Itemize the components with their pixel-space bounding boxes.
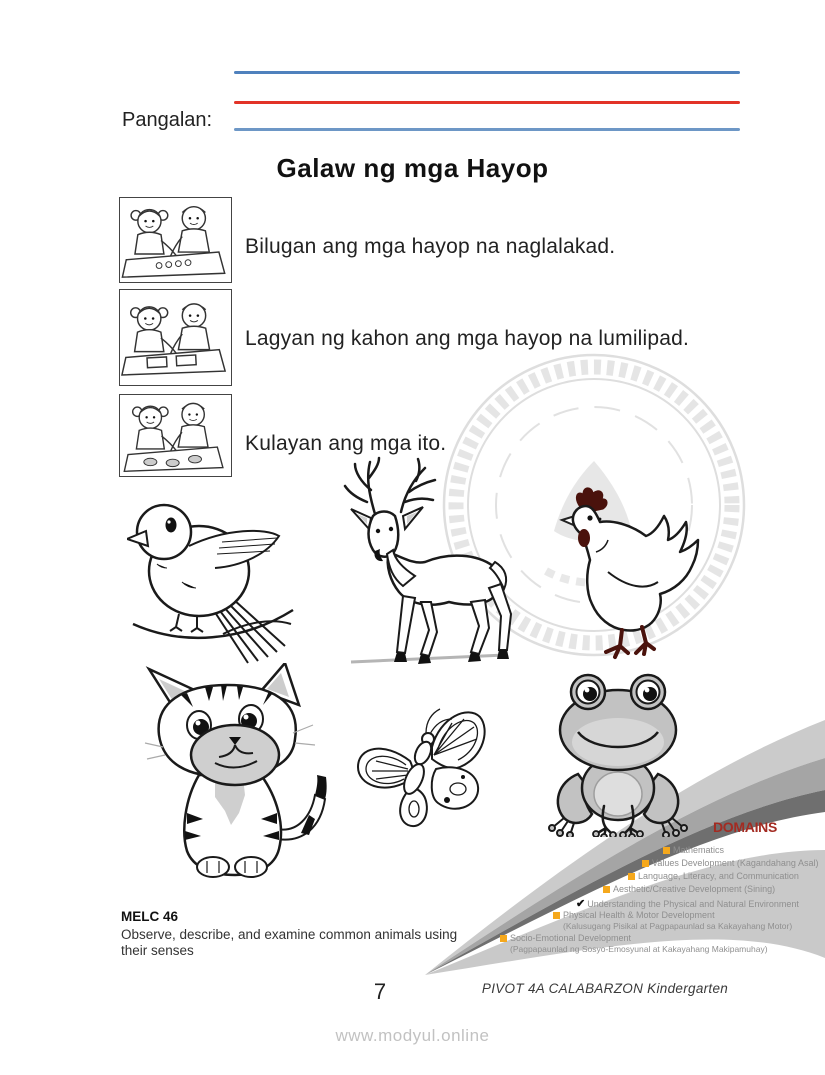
- domain-square-icon: [500, 935, 507, 942]
- chicken-image[interactable]: [552, 486, 704, 664]
- check-icon: ✔: [576, 898, 586, 910]
- site-url: www.modyul.online: [335, 1026, 490, 1045]
- instruction-text: Bilugan ang mga hayop na naglalakad.: [245, 235, 616, 258]
- name-underline[interactable]: [234, 128, 740, 131]
- page-title: Galaw ng mga Hayop: [276, 153, 549, 183]
- instruction-text: Lagyan ng kahon ang mga hayop na lumilipad.: [245, 327, 690, 350]
- header-line-blue-top: [234, 71, 740, 74]
- domain-square-icon: [642, 860, 649, 867]
- domain-item: Language, Literacy, and Communication: [628, 871, 799, 881]
- domain-item: Socio-Emotional Development (Pagpapaunlad ng Sosyo-Emosyunal at Kakayahang Makipamuhay): [500, 933, 768, 954]
- domain-square-icon: [628, 873, 635, 880]
- domain-square-icon: [603, 886, 610, 893]
- domain-item: Values Development (Kagandahang Asal): [642, 858, 818, 868]
- instruction-text: Kulayan ang mga ito.: [245, 432, 447, 455]
- children-activity-image: [119, 197, 232, 283]
- domain-item-sublabel: (Kalusugang Pisikal at Pagpapaunlad sa Kakayahang Motor): [563, 921, 793, 931]
- page-number: 7: [373, 979, 387, 1004]
- domain-item: Mathematics: [663, 845, 724, 855]
- domain-item-sublabel: (Pagpapaunlad ng Sosyo-Emosyunal at Kakayahang Makipamuhay): [510, 944, 768, 954]
- domain-item: Physical Health & Motor Development (Kalusugang Pisikal at Pagpapaunlad sa Kakayahang Motor): [553, 910, 792, 931]
- frog-image[interactable]: [548, 670, 688, 837]
- children-activity-image: [119, 394, 232, 477]
- deer-image[interactable]: [323, 456, 515, 668]
- butterfly-image[interactable]: [350, 703, 492, 845]
- domain-square-icon: [663, 847, 670, 854]
- melc-code: MELC 46: [121, 909, 179, 924]
- domain-square-icon: [553, 912, 560, 919]
- children-activity-image: [119, 289, 232, 386]
- domains-heading: DOMAINS: [713, 819, 778, 835]
- melc-description: Observe, describe, and examine common animals using their senses: [121, 927, 458, 958]
- header-line-red: [234, 101, 740, 104]
- cat-image[interactable]: [143, 663, 331, 881]
- domain-item: Aesthetic/Creative Development (Sining): [603, 884, 775, 894]
- edition-label: PIVOT 4A CALABARZON Kindergarten: [481, 981, 729, 996]
- bird-image[interactable]: [127, 494, 299, 672]
- name-label: Pangalan:: [122, 109, 213, 131]
- domain-item-checked: ✔ Understanding the Physical and Natural Environment: [576, 898, 799, 910]
